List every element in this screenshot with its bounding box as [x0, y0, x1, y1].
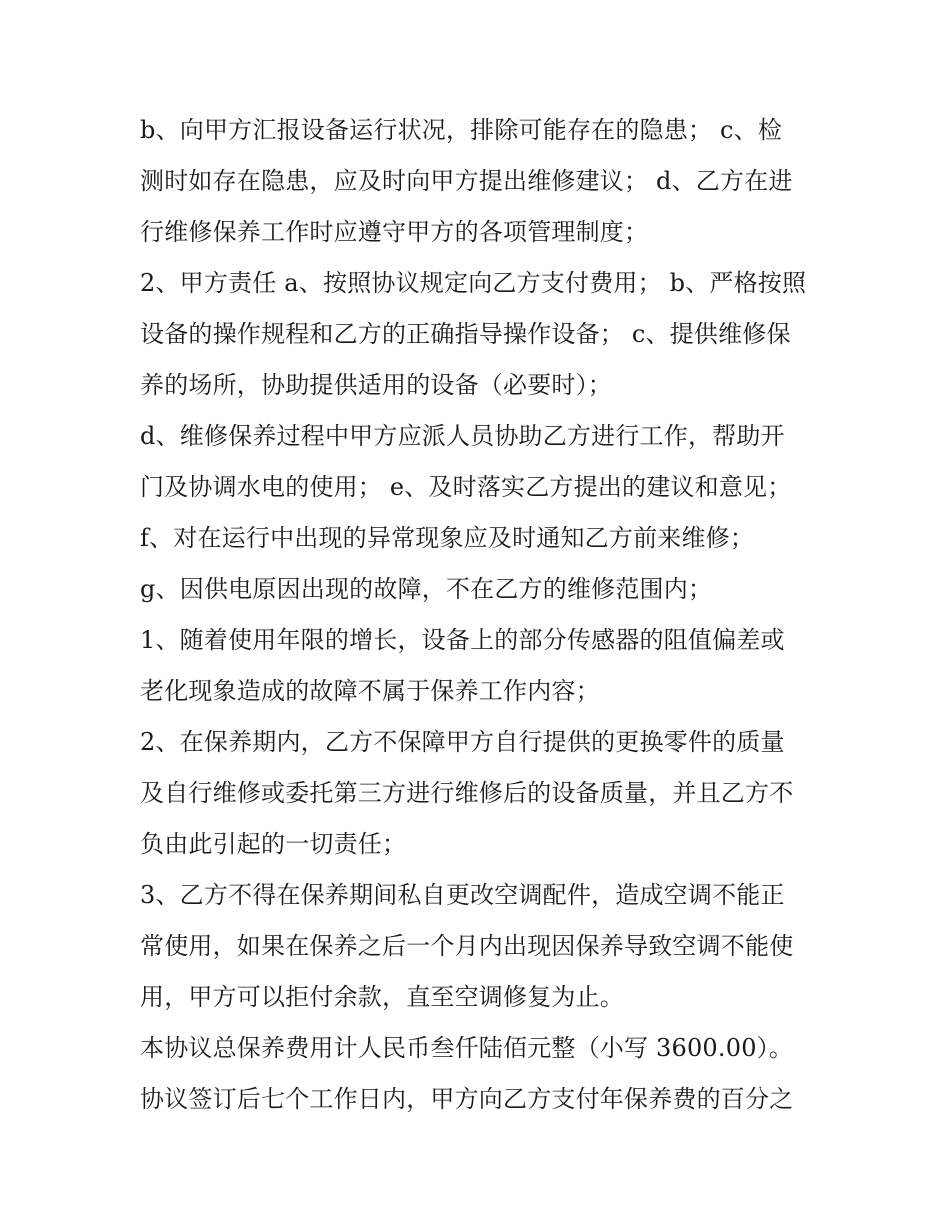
text-line: g、因供电原因出现的故障，不在乙方的维修范围内；	[140, 575, 713, 603]
text-line: 行维修保养工作时应遵守甲方的各项管理制度；	[140, 218, 649, 246]
text-line: b、向甲方汇报设备运行状况，排除可能存在的隐患； c、检	[140, 116, 783, 144]
text-line: 及自行维修或委托第三方进行维修后的设备质量，并且乙方不	[140, 779, 794, 807]
text-line: 本协议总保养费用计人民币叁仟陆佰元整（小写 3600.00）。	[140, 1034, 794, 1062]
text-line: 3、乙方不得在保养期间私自更改空调配件，造成空调不能正	[140, 881, 785, 909]
text-line: 老化现象造成的故障不属于保养工作内容；	[140, 677, 600, 705]
text-line: 2、甲方责任 a、按照协议规定向乙方支付费用； b、严格按照	[140, 269, 807, 297]
text-line: 用，甲方可以拒付余款，直至空调修复为止。	[140, 983, 624, 1011]
text-line: 设备的操作规程和乙方的正确指导操作设备； c、提供维修保	[140, 320, 791, 348]
text-line: f、对在运行中出现的异常现象应及时通知乙方前来维修；	[140, 524, 755, 552]
text-line: 2、在保养期内，乙方不保障甲方自行提供的更换零件的质量	[140, 728, 785, 756]
text-line: 协议签订后七个工作日内，甲方向乙方支付年保养费的百分之	[140, 1085, 794, 1113]
text-line: 1、随着使用年限的增长，设备上的部分传感器的阻值偏差或	[140, 626, 785, 654]
text-line: d、维修保养过程中甲方应派人员协助乙方进行工作，帮助开	[140, 422, 785, 450]
text-line: 测时如存在隐患，应及时向甲方提出维修建议； d、乙方在进	[140, 167, 793, 195]
text-line: 养的场所，协助提供适用的设备（必要时）；	[140, 371, 612, 399]
text-line: 门及协调水电的使用； e、及时落实乙方提出的建议和意见；	[140, 473, 792, 501]
document-body	[140, 105, 820, 1125]
text-line: 常使用，如果在保养之后一个月内出现因保养导致空调不能使	[140, 932, 794, 960]
text-line: 负由此引起的一切责任；	[140, 830, 407, 858]
